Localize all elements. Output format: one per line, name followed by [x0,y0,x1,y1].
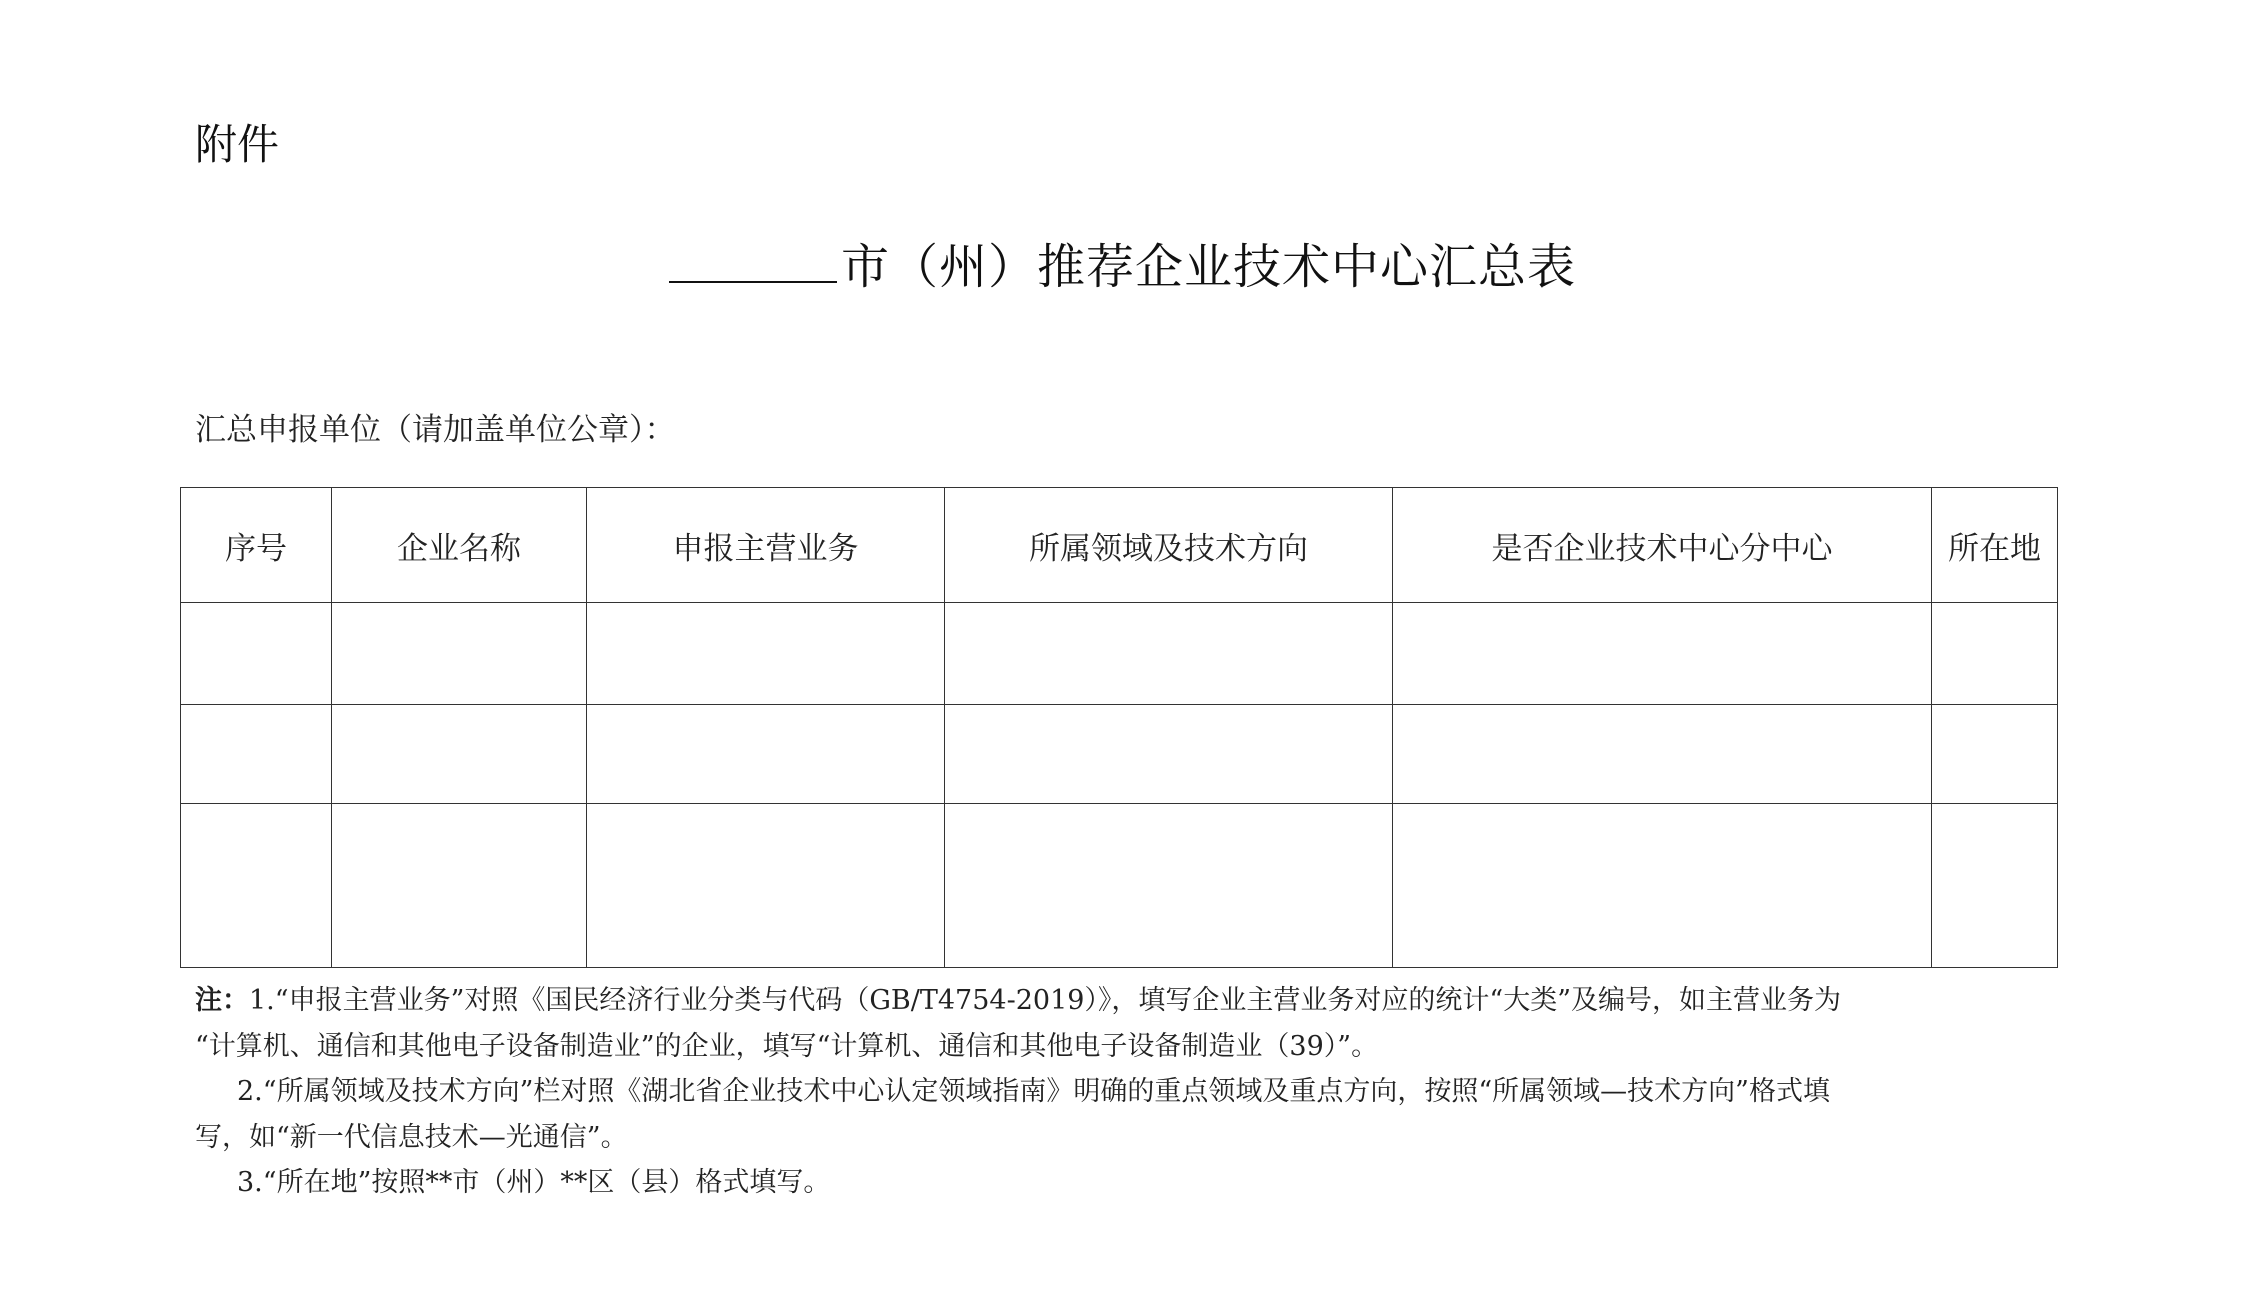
page-title [0,228,2245,297]
table-cell[interactable] [332,705,587,804]
attachment-label: 附件 [195,120,280,169]
table-cell[interactable] [1932,804,2058,968]
table-cell[interactable] [1393,705,1932,804]
table-cell[interactable] [332,804,587,968]
note-prefix: 注： [195,985,249,1016]
table-cell[interactable] [587,705,945,804]
notes-section [195,978,2065,1206]
column-header-company-name: 企业名称 [332,488,587,603]
column-header-location: 所在地 [1932,488,2058,603]
table-cell[interactable] [332,603,587,705]
table-cell[interactable] [1393,804,1932,968]
table-row [181,705,2058,804]
table-cell[interactable] [1932,603,2058,705]
table-cell[interactable] [181,804,332,968]
table-header-row [181,488,2058,603]
table-cell[interactable] [181,603,332,705]
title-text: 市（州）推荐企业技术中心汇总表 [840,239,1576,295]
table-cell[interactable] [181,705,332,804]
note-line-5: 3.“所在地”按照**市（州）**区（县）格式填写。 [237,1167,831,1198]
table-cell[interactable] [945,603,1393,705]
column-header-serial: 序号 [181,488,332,603]
note-text: 1.“申报主营业务”对照《国民经济行业分类与代码（GB/T4754-2019）》，填写企业主营业务对应的统计“大类”及编号，如主营业务为 [249,985,1842,1016]
table-cell[interactable] [1932,705,2058,804]
city-blank-underline [669,235,837,283]
column-header-field-direction: 所属领域及技术方向 [945,488,1393,603]
column-header-branch-center: 是否企业技术中心分中心 [1393,488,1932,603]
note-line-3: 2.“所属领域及技术方向”栏对照《湖北省企业技术中心认定领域指南》明确的重点领域及重点方向，按照“所属领域—技术方向”格式填 [237,1076,1830,1107]
note-line-4: 写，如“新一代信息技术—光通信”。 [195,1121,628,1153]
table-cell[interactable] [945,804,1393,968]
note-line-2: “计算机、通信和其他电子设备制造业”的企业，填写“计算机、通信和其他电子设备制造业（39）”。 [195,1030,1379,1062]
table-cell[interactable] [1393,603,1932,705]
table-cell[interactable] [587,603,945,705]
table-cell[interactable] [587,804,945,968]
table-cell[interactable] [945,705,1393,804]
table-row [181,804,2058,968]
note-line-1 [195,978,2065,1024]
column-header-main-business: 申报主营业务 [587,488,945,603]
summary-table [180,487,2058,968]
submitter-label: 汇总申报单位（请加盖单位公章）： [195,412,676,448]
table-row [181,603,2058,705]
